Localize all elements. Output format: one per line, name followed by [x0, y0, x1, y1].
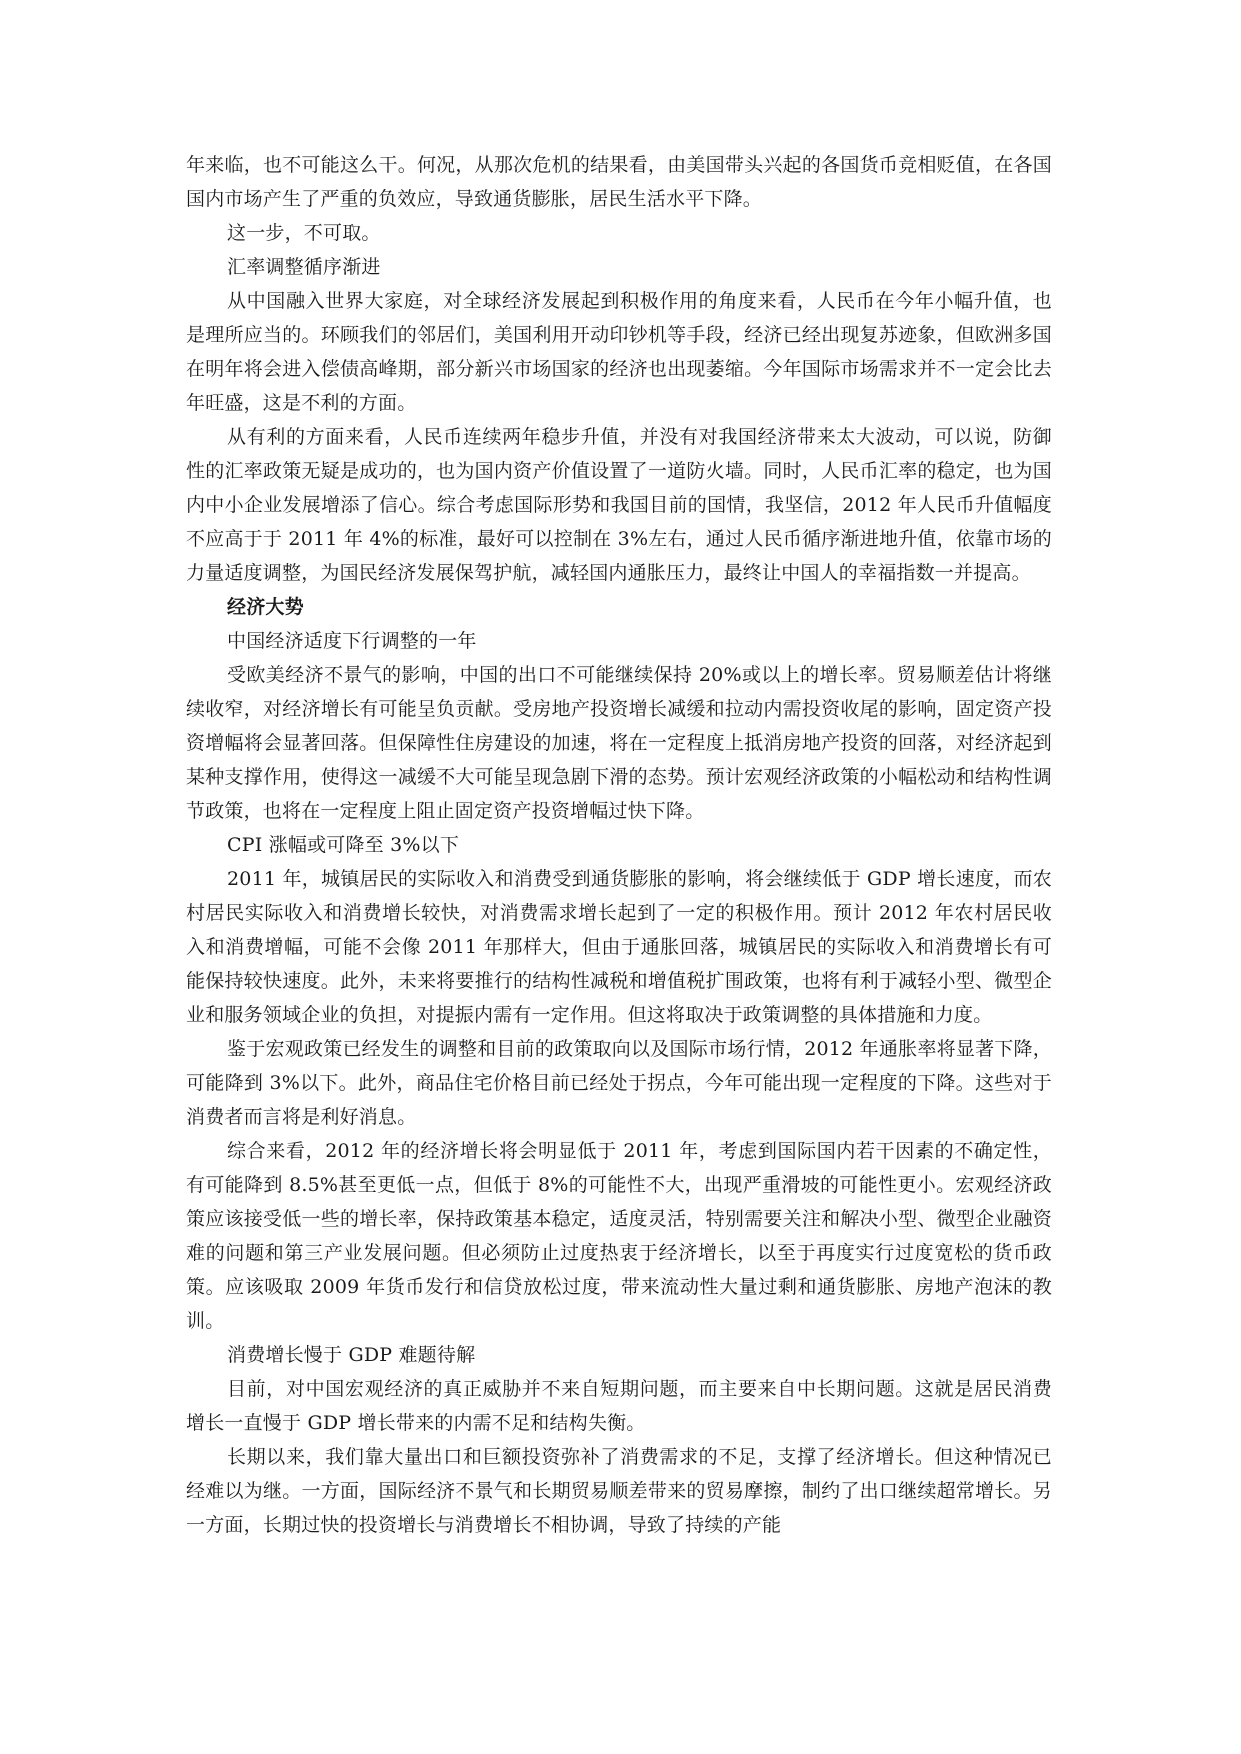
paragraph: 2011 年，城镇居民的实际收入和消费受到通货膨胀的影响，将会继续低于 GDP 增长速度，而农村居民实际收入和消费增长较快，对消费需求增长起到了一定的积极作用。预计 2012 年农村居民收入和消费增幅，可能不会像 2011 年那样大，但由于通胀回落，城镇居民的实际收入和消费增长有可能保持较快速度。此外，未来将要推行的结构性减税和增值税扩围政策，也将有利于减轻小型、微型企业和服务领域企业的负担，对提振内需有一定作用。但这将取决于政策调整的具体措施和力度。 [186, 868, 1052, 1026]
paragraph: 长期以来，我们靠大量出口和巨额投资弥补了消费需求的不足，支撑了经济增长。但这种情况已经难以为继。一方面，国际经济不景气和长期贸易顺差带来的贸易摩擦，制约了出口继续超常增长。另一方面，长期过快的投资增长与消费增长不相协调，导致了持续的产能 [186, 1446, 1052, 1536]
paragraph: 这一步，不可取。 [227, 222, 381, 244]
paragraph: 综合来看，2012 年的经济增长将会明显低于 2011 年，考虑到国际国内若干因素的不确定性，有可能降到 8.5%甚至更低一点，但低于 8%的可能性不大，出现严重滑坡的可能性更小。宏观经济政策应该接受低一些的增长率，保持政策基本稳定，适度灵活，特别需要关注和解决小型、微型企业融资难的问题和第三产业发展问题。但必须防止过度热衷于经济增长，以至于再度实行过度宽松的货币政策。应该吸取 2009 年货币发行和信贷放松过度，带来流动性大量过剩和通货膨胀、房地产泡沫的教训。 [186, 1140, 1052, 1332]
section-heading: 经济大势 [227, 596, 304, 618]
paragraph: 目前，对中国宏观经济的真正威胁并不来自短期问题，而主要来自中长期问题。这就是居民消费增长一直慢于 GDP 增长带来的内需不足和结构失衡。 [186, 1378, 1052, 1434]
paragraph: 从有利的方面来看，人民币连续两年稳步升值，并没有对我国经济带来太大波动，可以说，防御性的汇率政策无疑是成功的，也为国内资产价值设置了一道防火墙。同时，人民币汇率的稳定，也为国内中小企业发展增添了信心。综合考虑国际形势和我国目前的国情，我坚信，2012 年人民币升值幅度不应高于于 2011 年 4%的标准，最好可以控制在 3%左右，通过人民币循序渐进地升值，依靠市场的力量适度调整，为国民经济发展保驾护航，减轻国内通胀压力，最终让中国人的幸福指数一并提高。 [186, 426, 1052, 584]
subheading: CPI 涨幅或可降至 3%以下 [227, 834, 460, 856]
subheading: 中国经济适度下行调整的一年 [227, 630, 477, 652]
document-page [186, 148, 1052, 1542]
paragraph: 年来临，也不可能这么干。何况，从那次危机的结果看，由美国带头兴起的各国货币竞相贬值，在各国国内市场产生了严重的负效应，导致通货膨胀，居民生活水平下降。 [186, 154, 1052, 210]
paragraph: 鉴于宏观政策已经发生的调整和目前的政策取向以及国际市场行情，2012 年通胀率将显著下降，可能降到 3%以下。此外，商品住宅价格目前已经处于拐点，今年可能出现一定程度的下降。这些对于消费者而言将是利好消息。 [186, 1038, 1052, 1128]
subheading: 消费增长慢于 GDP 难题待解 [227, 1344, 476, 1366]
paragraph: 从中国融入世界大家庭，对全球经济发展起到积极作用的角度来看，人民币在今年小幅升值，也是理所应当的。环顾我们的邻居们，美国利用开动印钞机等手段，经济已经出现复苏迹象，但欧洲多国在明年将会进入偿债高峰期，部分新兴市场国家的经济也出现萎缩。今年国际市场需求并不一定会比去年旺盛，这是不利的方面。 [186, 290, 1052, 414]
paragraph: 受欧美经济不景气的影响，中国的出口不可能继续保持 20%或以上的增长率。贸易顺差估计将继续收窄，对经济增长有可能呈负贡献。受房地产投资增长减缓和拉动内需投资收尾的影响，固定资产投资增幅将会显著回落。但保障性住房建设的加速，将在一定程度上抵消房地产投资的回落，对经济起到某种支撑作用，使得这一减缓不大可能呈现急剧下滑的态势。预计宏观经济政策的小幅松动和结构性调节政策，也将在一定程度上阻止固定资产投资增幅过快下降。 [186, 664, 1052, 822]
subheading: 汇率调整循序渐进 [227, 256, 381, 278]
